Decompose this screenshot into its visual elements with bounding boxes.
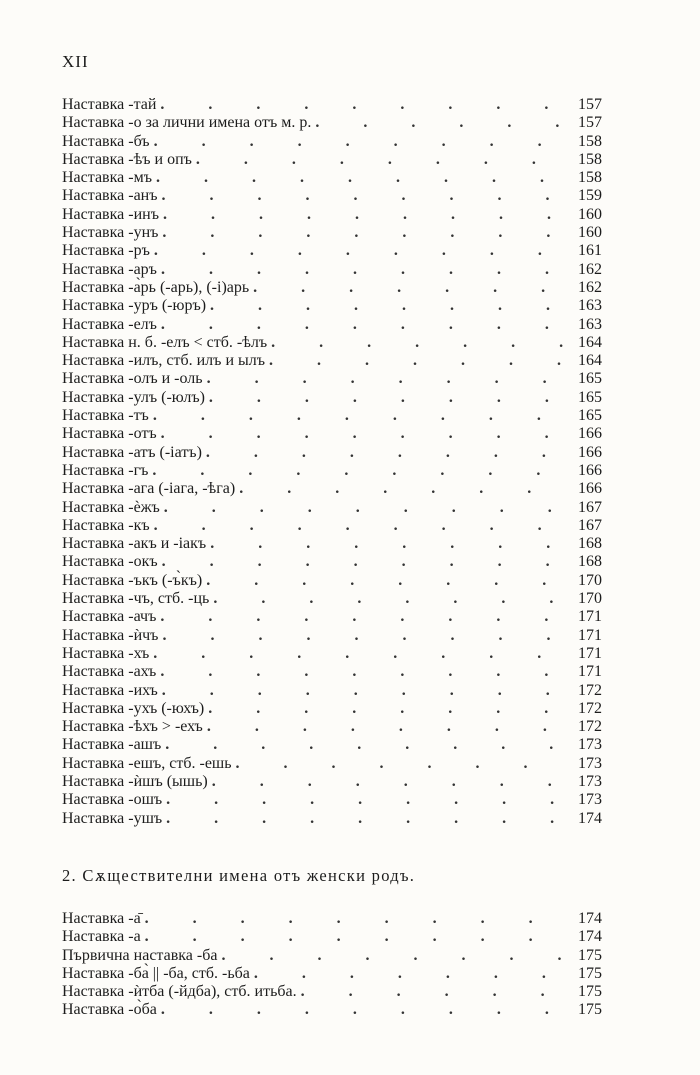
toc-entry xyxy=(62,553,602,571)
toc-entry-page: 172 xyxy=(578,718,602,736)
toc-entry xyxy=(62,572,602,590)
toc-entry-label: Наставка -гъ xyxy=(62,461,149,479)
toc-entry xyxy=(62,389,602,407)
toc-entry-page: 166 xyxy=(578,425,602,443)
toc-entry xyxy=(62,791,602,809)
table-of-contents-part-1 xyxy=(62,96,602,828)
toc-entry-label: Наставка -отъ xyxy=(62,425,157,443)
toc-entry xyxy=(62,682,602,700)
toc-entry-page: 172 xyxy=(578,699,602,717)
dot-leader xyxy=(253,279,568,297)
toc-entry-label: Наставка -атъ (-іатъ) xyxy=(62,443,202,461)
toc-entry-page: 161 xyxy=(578,242,602,260)
toc-entry-page: 174 xyxy=(578,809,602,827)
dot-leader xyxy=(271,334,568,352)
toc-entry-label: Наставка -о за лични имена отъ м. р. xyxy=(62,114,312,132)
toc-entry-page: 173 xyxy=(578,772,602,790)
toc-entry xyxy=(62,590,602,608)
toc-entry-label: Наставка -уръ (-юръ) xyxy=(62,297,207,315)
toc-entry xyxy=(62,187,602,205)
dot-leader xyxy=(162,553,568,571)
toc-entry xyxy=(62,663,602,681)
toc-entry-label: Наставка н. б. -елъ < стб. -ѣлъ xyxy=(62,333,268,351)
toc-entry-page: 174 xyxy=(578,910,602,927)
dot-leader xyxy=(156,169,568,187)
toc-entry-label: Наставка -ушъ xyxy=(62,809,163,827)
dot-leader xyxy=(163,206,568,224)
toc-entry-page: 166 xyxy=(578,480,602,498)
toc-entry xyxy=(62,627,602,645)
toc-entry xyxy=(62,370,602,388)
dot-leader xyxy=(213,590,568,608)
dot-leader xyxy=(206,444,568,462)
toc-entry-page: 158 xyxy=(578,150,602,168)
toc-entry xyxy=(62,242,602,260)
toc-entry-label: Наставка -ахъ xyxy=(62,663,157,681)
toc-entry-page: 158 xyxy=(578,132,602,150)
toc-entry-label: Наставка -тъ xyxy=(62,407,149,425)
toc-entry-page: 167 xyxy=(578,516,602,534)
dot-leader xyxy=(236,755,568,773)
toc-entry xyxy=(62,928,602,946)
dot-leader xyxy=(162,627,568,645)
toc-entry-page: 172 xyxy=(578,681,602,699)
dot-leader xyxy=(162,224,568,242)
toc-entry-label: Наставка -улъ (-юлъ) xyxy=(62,388,205,406)
dot-leader xyxy=(161,425,568,443)
toc-entry-label: Наставка -бъ xyxy=(62,132,150,150)
dot-leader xyxy=(210,535,568,553)
toc-entry xyxy=(62,261,602,279)
dot-leader xyxy=(207,718,568,736)
dot-leader xyxy=(162,187,569,205)
toc-entry-page: 164 xyxy=(578,352,602,370)
toc-entry xyxy=(62,755,602,773)
dot-leader xyxy=(212,773,568,791)
toc-entry-page: 160 xyxy=(578,224,602,242)
toc-entry-label: Наставка -ешъ, стб. -ешь xyxy=(62,754,232,772)
dot-leader xyxy=(153,407,568,425)
toc-entry-page: 173 xyxy=(578,754,602,772)
toc-entry-label: Наставка -хъ xyxy=(62,644,150,662)
dot-leader xyxy=(161,316,568,334)
toc-entry-page: 175 xyxy=(578,1001,602,1019)
section-heading: 2. Сѫществителни имена отъ женски родъ. xyxy=(62,866,416,885)
toc-entry-label: Наставка -мъ xyxy=(62,169,152,187)
toc-entry-page: 166 xyxy=(578,461,602,479)
toc-entry xyxy=(62,462,602,480)
toc-entry-label: Наставка -ъкъ (-ъ̀къ) xyxy=(62,571,203,589)
toc-entry xyxy=(62,480,602,498)
dot-leader xyxy=(166,791,568,809)
toc-entry xyxy=(62,151,602,169)
toc-entry-label: Наставка -чъ, стб. -ць xyxy=(62,590,210,608)
dot-leader xyxy=(269,352,568,370)
toc-entry-label: Наставка -ѐжъ xyxy=(62,498,160,516)
toc-entry xyxy=(62,206,602,224)
toc-entry-label: Наставка -унъ xyxy=(62,224,159,242)
toc-entry-label: Наставка -а xyxy=(62,928,141,946)
dot-leader xyxy=(160,608,568,626)
toc-entry-label: Наставка -къ xyxy=(62,516,150,534)
toc-entry xyxy=(62,352,602,370)
toc-entry-label: Наставка -олъ и -оль xyxy=(62,370,203,388)
toc-entry xyxy=(62,499,602,517)
dot-leader xyxy=(162,682,568,700)
toc-entry-page: 171 xyxy=(578,608,602,626)
toc-entry-label: Наставка -елъ xyxy=(62,315,157,333)
dot-leader xyxy=(160,96,568,114)
toc-entry xyxy=(62,700,602,718)
toc-entry-page: 165 xyxy=(578,407,602,425)
toc-entry-label: Наставка -о̀ба xyxy=(62,1001,157,1019)
dot-leader xyxy=(221,947,568,965)
toc-entry-page: 168 xyxy=(578,535,602,553)
dot-leader xyxy=(145,910,568,928)
dot-leader xyxy=(164,499,568,517)
dot-leader xyxy=(239,480,568,498)
toc-entry xyxy=(62,224,602,242)
toc-entry xyxy=(62,279,602,297)
dot-leader xyxy=(301,983,568,1001)
toc-entry-page: 157 xyxy=(578,96,602,113)
toc-entry xyxy=(62,1001,602,1019)
toc-entry-page: 163 xyxy=(578,315,602,333)
toc-entry-page: 171 xyxy=(578,663,602,681)
toc-entry xyxy=(62,983,602,1001)
page-number: XII xyxy=(62,52,89,71)
dot-leader xyxy=(206,572,568,590)
toc-entry-label: Наставка -илъ, стб. илъ и ылъ xyxy=(62,352,266,370)
toc-entry xyxy=(62,810,602,828)
dot-leader xyxy=(209,389,568,407)
toc-entry-label: Наставка -ихъ xyxy=(62,681,158,699)
toc-entry-page: 171 xyxy=(578,626,602,644)
toc-entry xyxy=(62,425,602,443)
dot-leader xyxy=(161,1001,568,1019)
toc-entry-page: 175 xyxy=(578,983,602,1001)
toc-entry xyxy=(62,96,602,114)
dot-leader xyxy=(315,114,568,132)
toc-entry-page: 165 xyxy=(578,388,602,406)
toc-entry-page: 173 xyxy=(578,736,602,754)
toc-entry-label: Наставка -ошъ xyxy=(62,791,163,809)
toc-entry-label: Наставка -ба̀ || -ба, стб. -ьба xyxy=(62,964,250,982)
toc-entry xyxy=(62,718,602,736)
toc-entry xyxy=(62,645,602,663)
toc-entry-page: 173 xyxy=(578,791,602,809)
dot-leader xyxy=(161,261,568,279)
toc-entry-page: 170 xyxy=(578,590,602,608)
toc-entry-page: 158 xyxy=(578,169,602,187)
toc-entry xyxy=(62,910,602,928)
toc-entry-page: 159 xyxy=(578,187,602,205)
toc-entry-page: 170 xyxy=(578,571,602,589)
dot-leader xyxy=(152,462,568,480)
dot-leader xyxy=(165,736,568,754)
dot-leader xyxy=(153,645,568,663)
toc-entry xyxy=(62,169,602,187)
toc-entry-label: Наставка -ага (-іага, -ѣга) xyxy=(62,480,236,498)
dot-leader xyxy=(160,663,568,681)
toc-entry xyxy=(62,535,602,553)
toc-entry-page: 167 xyxy=(578,498,602,516)
toc-entry-label: Наставка -тай xyxy=(62,96,157,113)
toc-entry xyxy=(62,965,602,983)
toc-entry xyxy=(62,947,602,965)
dot-leader xyxy=(154,133,568,151)
toc-entry xyxy=(62,444,602,462)
toc-entry-label: Наставка -ашъ xyxy=(62,736,162,754)
dot-leader xyxy=(196,151,568,169)
dot-leader xyxy=(166,810,568,828)
dot-leader xyxy=(207,370,568,388)
toc-entry-label: Наставка -ѣъ и опъ xyxy=(62,150,192,168)
toc-entry-page: 171 xyxy=(578,644,602,662)
toc-entry-label: Наставка -акъ и -іакъ xyxy=(62,535,207,553)
toc-entry xyxy=(62,773,602,791)
dot-leader xyxy=(254,965,568,983)
toc-entry-label: Наставка -анъ xyxy=(62,187,158,205)
toc-entry-page: 175 xyxy=(578,946,602,964)
toc-entry-page: 166 xyxy=(578,443,602,461)
toc-entry-page: 160 xyxy=(578,205,602,223)
toc-entry xyxy=(62,407,602,425)
toc-entry-page: 162 xyxy=(578,260,602,278)
toc-entry xyxy=(62,608,602,626)
toc-entry-label: Наставка -ачъ xyxy=(62,608,157,626)
toc-entry-page: 165 xyxy=(578,370,602,388)
toc-entry-label: Наставка -ѝтба (-йдба), стб. итьба. xyxy=(62,983,297,1001)
toc-entry-page: 162 xyxy=(578,278,602,296)
toc-entry xyxy=(62,133,602,151)
toc-entry xyxy=(62,517,602,535)
toc-entry-page: 174 xyxy=(578,928,602,946)
dot-leader xyxy=(154,242,568,260)
toc-entry-page: 168 xyxy=(578,553,602,571)
table-of-contents-part-2 xyxy=(62,910,602,1020)
toc-entry-label: Наставка -аръ xyxy=(62,260,157,278)
toc-entry-label: Наставка -ѣхъ > -ехъ xyxy=(62,718,203,736)
toc-entry-label: Наставка -а̀рь (-арь), (-і)арь xyxy=(62,278,250,296)
toc-entry-label: Наставка -ѝшъ (ышь) xyxy=(62,772,208,790)
toc-entry-label: Наставка -ухъ (-юхъ) xyxy=(62,699,205,717)
toc-entry-label: Наставка -ѝчъ xyxy=(62,626,159,644)
toc-entry xyxy=(62,736,602,754)
toc-entry-label: Наставка -инъ xyxy=(62,205,159,223)
toc-entry-page: 157 xyxy=(578,114,602,132)
toc-entry xyxy=(62,334,602,352)
toc-entry xyxy=(62,114,602,132)
dot-leader xyxy=(145,928,568,946)
toc-entry-label: Наставка -а̄ xyxy=(62,910,141,927)
dot-leader xyxy=(208,700,568,718)
toc-entry xyxy=(62,297,602,315)
dot-leader xyxy=(210,297,568,315)
toc-entry-page: 164 xyxy=(578,333,602,351)
toc-entry-label: Първична наставка -ба xyxy=(62,946,218,964)
toc-entry xyxy=(62,316,602,334)
toc-entry-page: 163 xyxy=(578,297,602,315)
dot-leader xyxy=(154,517,568,535)
toc-entry-label: Наставка -окъ xyxy=(62,553,158,571)
toc-entry-page: 175 xyxy=(578,964,602,982)
toc-entry-label: Наставка -ръ xyxy=(62,242,150,260)
